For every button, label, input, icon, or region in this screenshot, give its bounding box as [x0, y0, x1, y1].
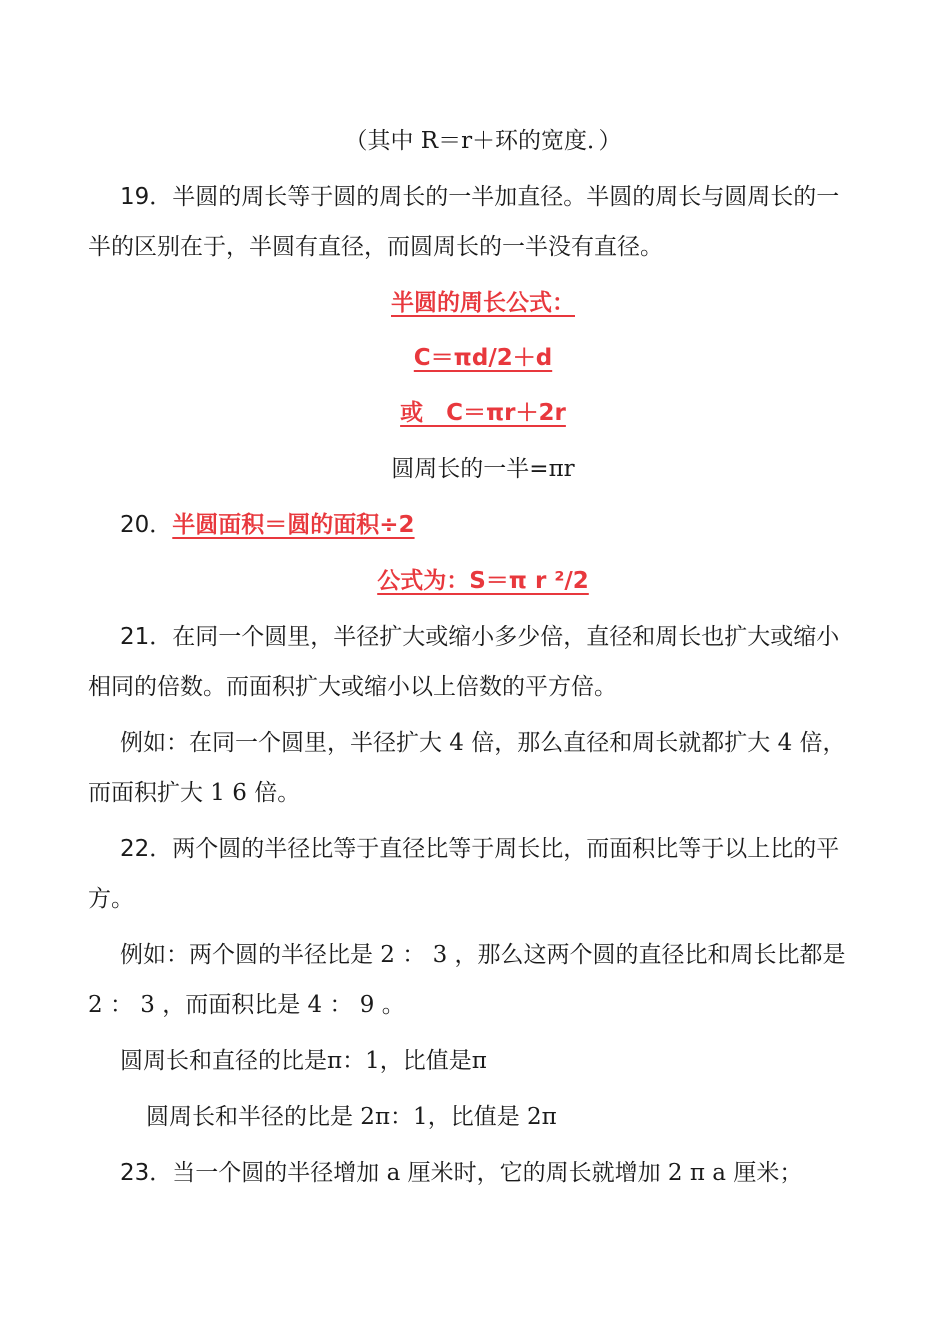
ratio-radius: 圆周长和半径的比是 2π：1，比值是 2π: [146, 1104, 557, 1130]
formula-c-r: 或 C＝πr＋2r: [400, 400, 566, 426]
item-23-line: [88, 1158, 880, 1188]
ratio-diameter: 圆周长和直径的比是π：1，比值是π: [120, 1048, 487, 1074]
item-20-line: [88, 510, 880, 540]
example-2-line-1: 例如：两个圆的半径比是 2 ： 3 ，那么这两个圆的直径比和周长比都是: [120, 942, 846, 968]
item-21-line-2: 相同的倍数。而面积扩大或缩小以上倍数的平方倍。: [88, 674, 617, 700]
formula-line-2: [88, 398, 878, 428]
ring-width-note: （其中 R＝r＋环的宽度．）: [344, 128, 622, 154]
semicircle-area-formula: 公式为：S＝π r ²/2: [377, 568, 589, 594]
item-21-line-1: [88, 622, 880, 652]
semicircle-area-rule: 半圆面积＝圆的面积÷2: [172, 512, 415, 538]
item-22-number: 22．: [120, 836, 173, 862]
formula-line-1: [88, 343, 878, 373]
item-22-line-1: [88, 834, 880, 864]
item-19-line-2: 半的区别在于，半圆有直径，而圆周长的一半没有直径。: [88, 234, 663, 260]
semicircle-area-formula-line: [88, 566, 878, 596]
semicircle-perimeter-title: [88, 288, 878, 318]
item-23-text: 当一个圆的半径增加 a 厘米时，它的周长就增加 2 π a 厘米；: [172, 1160, 803, 1186]
item-22-text-a: 两个圆的半径比等于直径比等于周长比，而面积比等于以上比的平: [172, 836, 840, 862]
example-1-line-2: 而面积扩大 1 6 倍。: [88, 780, 301, 806]
item-22-line-2: 方。: [88, 886, 134, 912]
example-1-line-1: 例如：在同一个圆里，半径扩大 4 倍，那么直径和周长就都扩大 4 倍，: [120, 730, 846, 756]
half-circumference: 圆周长的一半=πr: [391, 456, 575, 482]
item-20-number: 20．: [120, 512, 173, 538]
item-19-line-1: [88, 182, 880, 212]
item-21-text-a: 在同一个圆里，半径扩大或缩小多少倍，直径和周长也扩大或缩小: [172, 624, 840, 650]
item-19-number: 19．: [120, 184, 173, 210]
item-19-text-a: 半圆的周长等于圆的周长的一半加直径。半圆的周长与圆周长的一: [172, 184, 840, 210]
formula-title: 半圆的周长公式：: [391, 290, 575, 316]
example-2-line-2: 2 ： 3 ，而面积比是 4 ： 9 。: [88, 992, 405, 1018]
item-23-number: 23．: [120, 1160, 173, 1186]
item-21-number: 21．: [120, 624, 173, 650]
formula-c-d: C＝πd/2＋d: [413, 345, 553, 371]
